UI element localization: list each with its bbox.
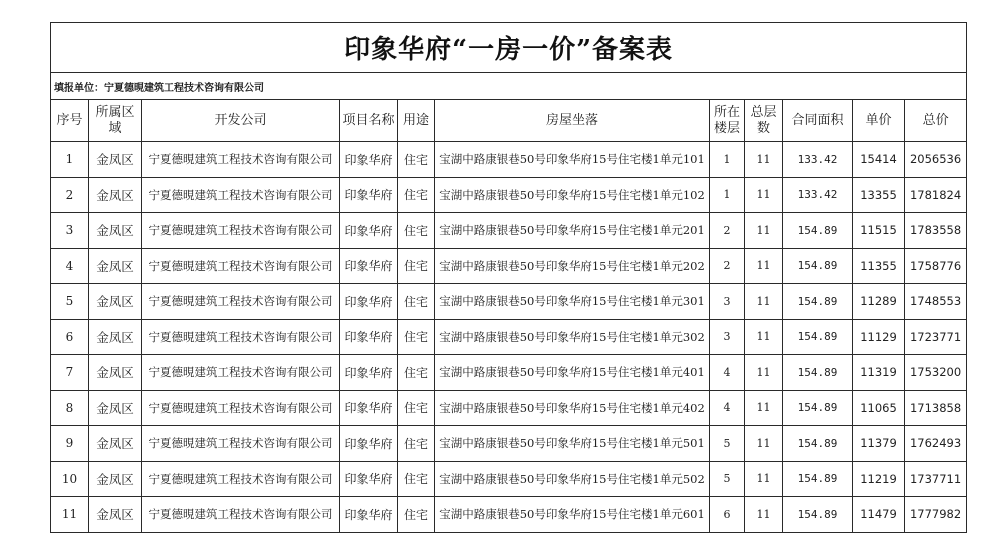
cell-usage: 住宅 — [398, 497, 435, 533]
cell-total-price: 1783558 — [905, 213, 967, 249]
cell-seq: 7 — [51, 355, 89, 391]
cell-project: 印象华府 — [340, 142, 398, 178]
cell-developer: 宁夏德晛建筑工程技术咨询有限公司 — [142, 213, 340, 249]
cell-district: 金凤区 — [89, 319, 142, 355]
cell-unit-price: 11379 — [853, 426, 905, 462]
cell-developer: 宁夏德晛建筑工程技术咨询有限公司 — [142, 284, 340, 320]
cell-seq: 6 — [51, 319, 89, 355]
table-row — [51, 355, 967, 391]
cell-project: 印象华府 — [340, 319, 398, 355]
cell-total-price: 1713858 — [905, 390, 967, 426]
cell-total-price: 1737711 — [905, 461, 967, 497]
table-row — [51, 319, 967, 355]
cell-developer: 宁夏德晛建筑工程技术咨询有限公司 — [142, 248, 340, 284]
table-title: 印象华府“一房一价”备案表 — [51, 23, 967, 73]
table-body — [51, 142, 967, 533]
cell-developer: 宁夏德晛建筑工程技术咨询有限公司 — [142, 497, 340, 533]
cell-unit-price: 11355 — [853, 248, 905, 284]
cell-usage: 住宅 — [398, 213, 435, 249]
header-unit-price: 单价 — [853, 100, 905, 142]
header-address: 房屋坐落 — [435, 100, 710, 142]
cell-unit-price: 11319 — [853, 355, 905, 391]
cell-district: 金凤区 — [89, 426, 142, 462]
cell-contract-area: 154.89 — [783, 461, 853, 497]
cell-seq: 9 — [51, 426, 89, 462]
cell-contract-area: 154.89 — [783, 213, 853, 249]
cell-project: 印象华府 — [340, 248, 398, 284]
cell-total-price: 1748553 — [905, 284, 967, 320]
cell-developer: 宁夏德晛建筑工程技术咨询有限公司 — [142, 177, 340, 213]
cell-total-floors: 11 — [745, 390, 783, 426]
cell-total-price: 1758776 — [905, 248, 967, 284]
table-row — [51, 284, 967, 320]
cell-total-price: 1781824 — [905, 177, 967, 213]
cell-total-price: 1762493 — [905, 426, 967, 462]
cell-address: 宝湖中路康银巷50号印象华府15号住宅楼1单元601 — [435, 497, 710, 533]
cell-seq: 2 — [51, 177, 89, 213]
cell-total-price: 1777982 — [905, 497, 967, 533]
cell-unit-price: 11219 — [853, 461, 905, 497]
cell-contract-area: 154.89 — [783, 248, 853, 284]
cell-total-floors: 11 — [745, 426, 783, 462]
cell-contract-area: 154.89 — [783, 355, 853, 391]
cell-project: 印象华府 — [340, 284, 398, 320]
cell-unit-price: 15414 — [853, 142, 905, 178]
cell-total-floors: 11 — [745, 248, 783, 284]
cell-seq: 11 — [51, 497, 89, 533]
header-seq: 序号 — [51, 100, 89, 142]
cell-seq: 1 — [51, 142, 89, 178]
cell-usage: 住宅 — [398, 248, 435, 284]
cell-usage: 住宅 — [398, 142, 435, 178]
header-developer: 开发公司 — [142, 100, 340, 142]
cell-total-floors: 11 — [745, 142, 783, 178]
cell-district: 金凤区 — [89, 497, 142, 533]
filing-unit: 填报单位：宁夏德晛建筑工程技术咨询有限公司 — [51, 73, 967, 100]
filler-row — [51, 73, 967, 100]
cell-contract-area: 154.89 — [783, 390, 853, 426]
cell-address: 宝湖中路康银巷50号印象华府15号住宅楼1单元502 — [435, 461, 710, 497]
header-total-price: 总价 — [905, 100, 967, 142]
cell-seq: 3 — [51, 213, 89, 249]
cell-district: 金凤区 — [89, 284, 142, 320]
cell-unit-price: 11289 — [853, 284, 905, 320]
cell-district: 金凤区 — [89, 461, 142, 497]
cell-floor: 5 — [710, 461, 745, 497]
header-row — [51, 100, 967, 142]
cell-address: 宝湖中路康银巷50号印象华府15号住宅楼1单元301 — [435, 284, 710, 320]
price-filing-table — [50, 22, 967, 533]
cell-contract-area: 154.89 — [783, 497, 853, 533]
cell-contract-area: 133.42 — [783, 177, 853, 213]
cell-developer: 宁夏德晛建筑工程技术咨询有限公司 — [142, 355, 340, 391]
cell-floor: 2 — [710, 248, 745, 284]
cell-floor: 3 — [710, 284, 745, 320]
cell-district: 金凤区 — [89, 142, 142, 178]
cell-address: 宝湖中路康银巷50号印象华府15号住宅楼1单元201 — [435, 213, 710, 249]
table-row — [51, 390, 967, 426]
cell-developer: 宁夏德晛建筑工程技术咨询有限公司 — [142, 319, 340, 355]
cell-developer: 宁夏德晛建筑工程技术咨询有限公司 — [142, 142, 340, 178]
cell-developer: 宁夏德晛建筑工程技术咨询有限公司 — [142, 426, 340, 462]
cell-usage: 住宅 — [398, 319, 435, 355]
cell-usage: 住宅 — [398, 390, 435, 426]
cell-usage: 住宅 — [398, 177, 435, 213]
cell-district: 金凤区 — [89, 177, 142, 213]
cell-usage: 住宅 — [398, 461, 435, 497]
cell-address: 宝湖中路康银巷50号印象华府15号住宅楼1单元101 — [435, 142, 710, 178]
cell-seq: 5 — [51, 284, 89, 320]
cell-contract-area: 154.89 — [783, 284, 853, 320]
cell-unit-price: 11515 — [853, 213, 905, 249]
cell-total-floors: 11 — [745, 461, 783, 497]
header-floor: 所在楼层 — [710, 100, 745, 142]
cell-seq: 10 — [51, 461, 89, 497]
cell-district: 金凤区 — [89, 213, 142, 249]
cell-floor: 6 — [710, 497, 745, 533]
cell-project: 印象华府 — [340, 213, 398, 249]
cell-address: 宝湖中路康银巷50号印象华府15号住宅楼1单元402 — [435, 390, 710, 426]
cell-total-floors: 11 — [745, 177, 783, 213]
cell-address: 宝湖中路康银巷50号印象华府15号住宅楼1单元102 — [435, 177, 710, 213]
cell-floor: 3 — [710, 319, 745, 355]
cell-project: 印象华府 — [340, 390, 398, 426]
cell-total-floors: 11 — [745, 319, 783, 355]
cell-total-floors: 11 — [745, 213, 783, 249]
cell-developer: 宁夏德晛建筑工程技术咨询有限公司 — [142, 461, 340, 497]
cell-project: 印象华府 — [340, 355, 398, 391]
cell-project: 印象华府 — [340, 177, 398, 213]
cell-address: 宝湖中路康银巷50号印象华府15号住宅楼1单元302 — [435, 319, 710, 355]
cell-project: 印象华府 — [340, 497, 398, 533]
cell-total-floors: 11 — [745, 497, 783, 533]
cell-floor: 4 — [710, 355, 745, 391]
cell-address: 宝湖中路康银巷50号印象华府15号住宅楼1单元501 — [435, 426, 710, 462]
cell-total-price: 2056536 — [905, 142, 967, 178]
cell-floor: 4 — [710, 390, 745, 426]
table-row — [51, 426, 967, 462]
cell-address: 宝湖中路康银巷50号印象华府15号住宅楼1单元202 — [435, 248, 710, 284]
header-contract-area: 合同面积 — [783, 100, 853, 142]
header-usage: 用途 — [398, 100, 435, 142]
cell-seq: 8 — [51, 390, 89, 426]
cell-total-price: 1753200 — [905, 355, 967, 391]
cell-district: 金凤区 — [89, 390, 142, 426]
cell-contract-area: 154.89 — [783, 319, 853, 355]
cell-project: 印象华府 — [340, 461, 398, 497]
cell-unit-price: 11129 — [853, 319, 905, 355]
table-row — [51, 177, 967, 213]
table-row — [51, 213, 967, 249]
cell-address: 宝湖中路康银巷50号印象华府15号住宅楼1单元401 — [435, 355, 710, 391]
table-row — [51, 142, 967, 178]
table-row — [51, 461, 967, 497]
cell-floor: 1 — [710, 142, 745, 178]
cell-floor: 2 — [710, 213, 745, 249]
cell-district: 金凤区 — [89, 248, 142, 284]
cell-total-price: 1723771 — [905, 319, 967, 355]
header-project: 项目名称 — [340, 100, 398, 142]
title-row — [51, 23, 967, 73]
cell-usage: 住宅 — [398, 426, 435, 462]
cell-floor: 5 — [710, 426, 745, 462]
cell-unit-price: 11065 — [853, 390, 905, 426]
cell-project: 印象华府 — [340, 426, 398, 462]
cell-total-floors: 11 — [745, 355, 783, 391]
cell-seq: 4 — [51, 248, 89, 284]
cell-unit-price: 11479 — [853, 497, 905, 533]
cell-district: 金凤区 — [89, 355, 142, 391]
cell-unit-price: 13355 — [853, 177, 905, 213]
table-row — [51, 497, 967, 533]
cell-contract-area: 133.42 — [783, 142, 853, 178]
cell-usage: 住宅 — [398, 284, 435, 320]
header-total-floors: 总层数 — [745, 100, 783, 142]
cell-floor: 1 — [710, 177, 745, 213]
cell-usage: 住宅 — [398, 355, 435, 391]
table-row — [51, 248, 967, 284]
cell-developer: 宁夏德晛建筑工程技术咨询有限公司 — [142, 390, 340, 426]
filing-table-sheet — [50, 22, 966, 533]
cell-total-floors: 11 — [745, 284, 783, 320]
cell-contract-area: 154.89 — [783, 426, 853, 462]
header-district: 所属区域 — [89, 100, 142, 142]
